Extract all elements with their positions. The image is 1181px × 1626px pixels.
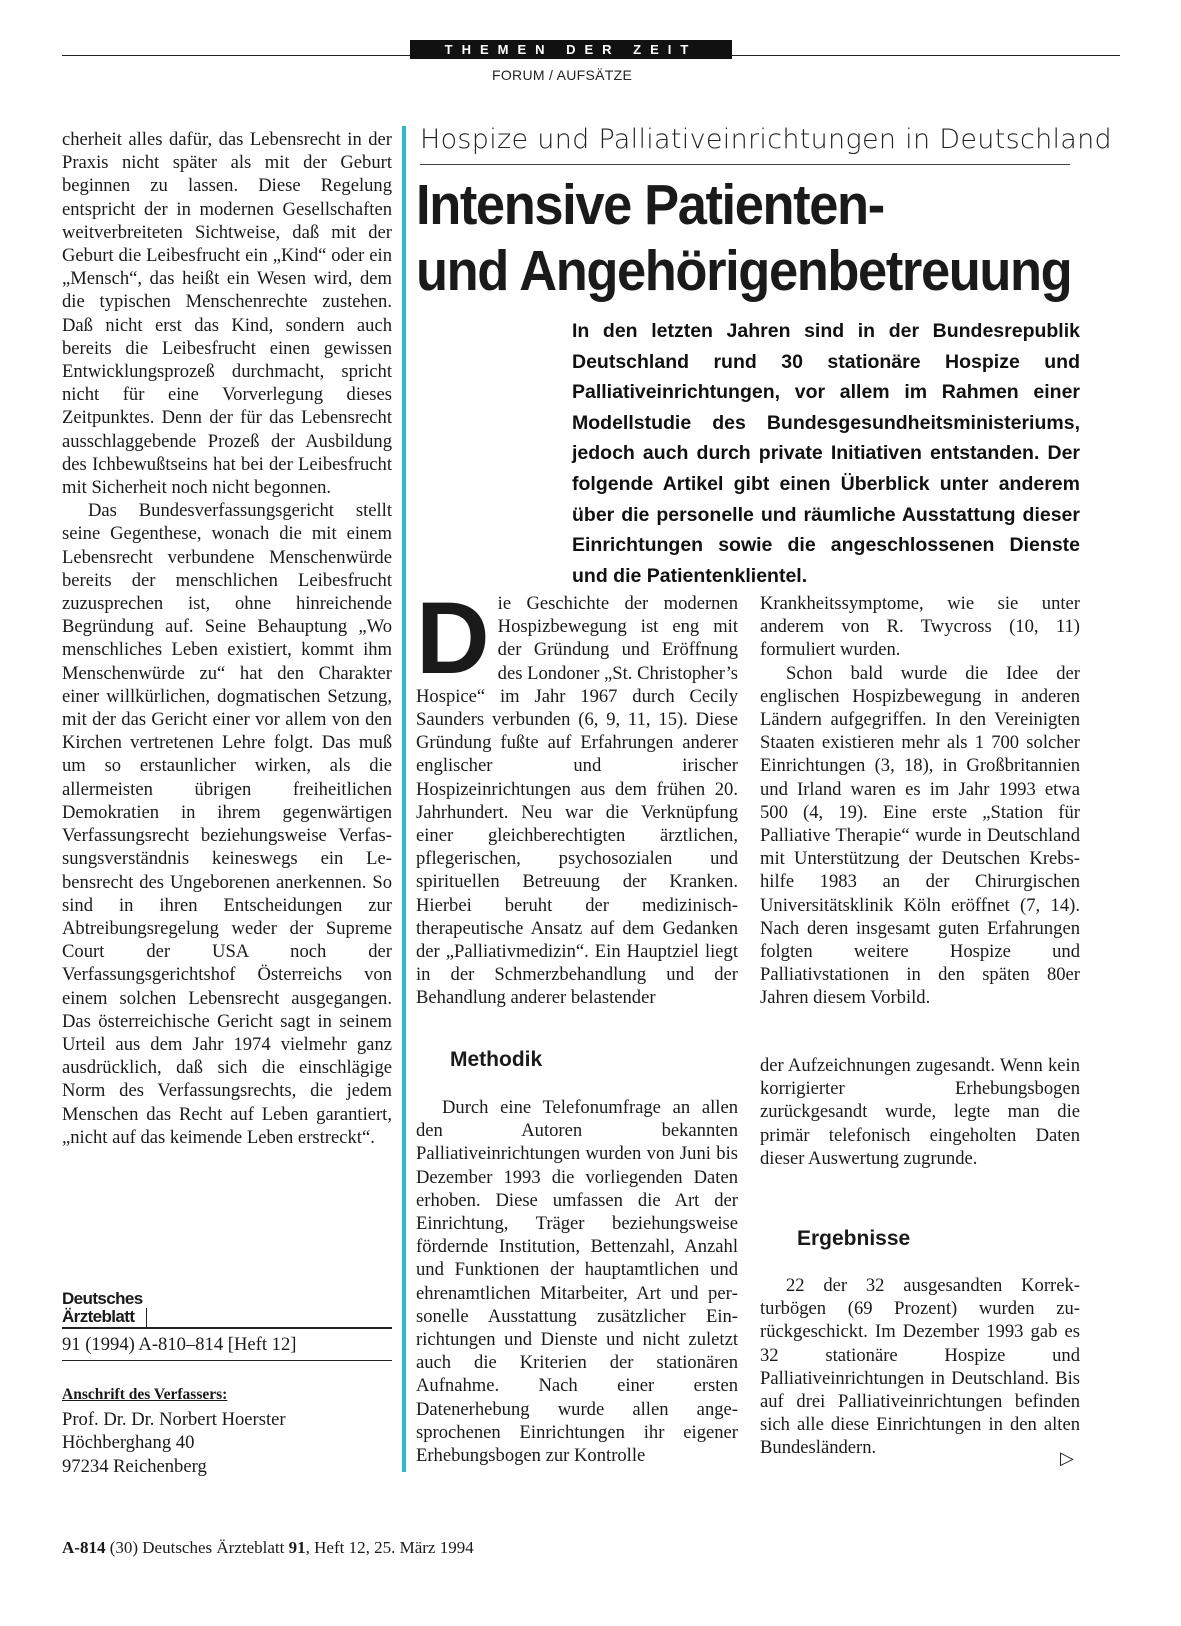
article-column-methodik (416, 1096, 738, 1467)
article-column-right-continued (760, 1054, 1080, 1170)
journal-logo-line: Deutsches (62, 1289, 143, 1308)
section-heading-methodik: Methodik (450, 1048, 543, 1071)
article-column-ergebnisse (760, 1274, 1080, 1460)
journal-logo-line: Ärzteblatt (62, 1307, 135, 1326)
section-label: FORUM / AUFSÄTZE (492, 67, 633, 83)
address-label: Anschrift des Verfassers: (62, 1386, 228, 1403)
article-column-intro (416, 581, 738, 1010)
body-paragraph: Krankheitssymptome, wie sie unter anderem von R. Twycross (10, 11) formuliert wurden. (760, 593, 1080, 661)
body-paragraph: ie Geschichte der modernen Hospizbewegung ist eng mit der Gründung und Eröffnung des Londoner „St. Christopher’s Hospice“ im Jahr 1967 durch Cecily Saunders verbunden (6, 9, 11, 15). Diese Gründung fußte auf Erfahrungen anderer englischer und irischer Hospizeinrichtungen aus dem frühen 20. Jahrhundert. Neu war die Verknüpfung einer gleichberechtigten ärztlichen, pflegerischen, psychosozialen und spirituellen Betreuung der Kranken. Hierbei beruht der medizinisch-therapeutische Ansatz auf dem Gedanken der „Palliativmedizin“. Ein Hauptziel liegt in der Schmerzbehandlung und der Behandlung anderer belastender (416, 593, 738, 1009)
address-line: Höchberghang 40 (62, 1432, 195, 1454)
author-address (62, 1408, 286, 1478)
section-heading-ergebnisse: Ergebnisse (797, 1227, 911, 1250)
article-title (416, 172, 1078, 304)
footer-journal: (30) Deutsches Ärzteblatt (109, 1538, 285, 1557)
page-footer (62, 1538, 474, 1558)
logo-divider (146, 1308, 147, 1328)
journal-citation: 91 (1994) A-810–814 [Heft 12] (62, 1334, 297, 1355)
body-paragraph: 22 der 32 ausgesandten Korrekturbögen (69 Prozent) wurden zurückgeschickt. Im Dezember 1993 gab es 32 stationäre Hospize und Palliativeinrichtungen in Deutschland. Bis auf drei Palliativeinrichtungen befinden sich alle diese Einrichtungen in den alten Bundesländern. (760, 1275, 1080, 1459)
title-line: Intensive Patienten- (416, 173, 884, 237)
article-subtitle: Hospize und Palliativeinrichtungen in Deutschland (420, 124, 1112, 155)
page-number: A-814 (62, 1538, 106, 1557)
journal-rule (62, 1360, 392, 1361)
journal-rule (62, 1327, 392, 1329)
accent-bar (402, 126, 406, 1472)
body-paragraph: cherheit alles dafür, das Lebensrecht in der Praxis nicht später als mit der Geburt beginnen zu lassen. Diese Regelung entspricht der in modernen Gesellschaften weitverbreiteten Sichtweise, daß mit der Geburt die Leibesfrucht ein „Kind“ oder ein „Mensch“, das heißt ein Wesen wird, dem die typischen Menschenrechte zustehen. Daß nicht erst das Kind, sondern auch bereits die Leibesfrucht einen gewissen Entwicklungsprozeß durchmacht, spricht nicht für eine Vorverlegung dieses Zeitpunktes. Denn der für das Lebensrecht ausschlaggebende Prozeß der Ausbildung des Ichbewußtseins hat bei der Leibesfrucht mit Sicherheit noch nicht begonnen. (62, 129, 392, 499)
body-paragraph: Das Bundesverfassungsgericht stellt seine Gegenthese, wonach die mit einem Lebensrecht verbundene Menschenwürde bereits der menschlichen Leibesfrucht zuzusprechen ist, ohne hinreichende Begründung auf. Seine Behauptung „Wo menschliches Leben existiert, kommt ihm Menschenwürde zu“ hat den Charakter einer willkürlichen, dogmatischen Setzung, mit der das Gericht einer vor allem von den Kirchen vertretenen Lehre folgt. Das muß um so erstaunlicher wirken, als die allermeisten übrigen freiheitlichen Demokratien in ihrem gegenwärtigen Verfassungsrecht beziehungsweise Verfassungsverständnis keineswegs ein Lebensrecht des Ungeborenen anerkennen. So sind in ihren Entscheidungen zur Abtreibungsregelung weder der Supreme Court der USA noch der Verfassungsgerichtshof Österreichs von einem solchen Lebensrecht ausgegangen. Das österreichische Gericht sagt in seinem Urteil aus dem Jahr 1974 vielmehr ganz ausdrücklich, daß sich die einschlägige Norm des Verfassungsrechts, die jedem Menschen das Recht auf Leben garantiert, „nicht auf das keimende Leben erstreckt“. (62, 500, 392, 1148)
footer-issue: , Heft 12, 25. März 1994 (305, 1538, 474, 1557)
article-column-right (760, 592, 1080, 1010)
address-line: 97234 Reichenberg (62, 1455, 207, 1477)
body-paragraph: der Aufzeichnungen zugesandt. Wenn kein korrigierter Erhebungsbogen zurückgesandt wurde, legte man die primär telefonisch eingeholten Daten dieser Auswertung zugrunde. (760, 1055, 1080, 1169)
previous-article-column (62, 128, 392, 1149)
body-paragraph: Durch eine Telefonumfrage an allen den Autoren bekannten Palliativeinrichtungen wurden von Juni bis Dezember 1993 die vorliegenden Daten erhoben. Diese umfassen die Art der Einrichtung, Träger beziehungsweise fördernde Institution, Bettenzahl, Anzahl und Funktionen der hauptamtlichen und ehrenamtlichen Mitarbeiter, Art und personelle Ausstattung zusätzlicher Einrichtungen und Dienste und nicht zuletzt auch die Kriterien der stationären Aufnahme. Nach einer ersten Datenerhebung wurde allen angesprochenen Einrichtungen ihr eigener Erhebungsbogen zur Kontrolle (416, 1097, 738, 1467)
footer-volume: 91 (288, 1538, 306, 1557)
drop-cap: D (416, 581, 490, 695)
body-paragraph: Schon bald wurde die Idee der englischen Hospizbewegung in anderen Ländern aufgegriffen. In den Vereinigten Staaten existieren mehr als 1 700 solcher Einrichtungen (3, 18), in Großbritannien und Irland waren es im Jahr 1993 etwa 500 (4, 19). Eine erste „Station für Palliative Therapie“ wurde in Deutschland mit Unterstützung der Deutschen Krebshilfe 1983 an der Chirurgischen Universitätsklinik Köln eröffnet (7, 14). Nach deren insgesamt guten Erfahrungen folgten weitere Hospize und Palliativstationen in den späten 80er Jahren diesem Vorbild. (760, 662, 1080, 1009)
title-line: und Angehörigenbetreuung (416, 239, 1072, 303)
address-line: Prof. Dr. Dr. Norbert Hoerster (62, 1409, 286, 1430)
continue-arrow-icon: ▷ (1060, 1448, 1074, 1469)
rubric-label: THEMEN DER ZEIT (410, 40, 732, 59)
subtitle-rule (420, 164, 1070, 165)
journal-logo (62, 1290, 172, 1326)
article-lead: In den letzten Jahren sind in der Bundesrepublik Deutschland rund 30 stationäre Hospize und Palliativeinrichtungen, vor allem im Rahmen einer Modellstudie des Bundesgesundheitsministeriums, jedoch auch durch private Initiativen entstanden. Der folgende Artikel gibt einen Überblick unter anderem über die personelle und räumliche Ausstattung dieser Einrichtungen sowie die angeschlossenen Dienste und die Patientenklientel. (572, 320, 1080, 587)
